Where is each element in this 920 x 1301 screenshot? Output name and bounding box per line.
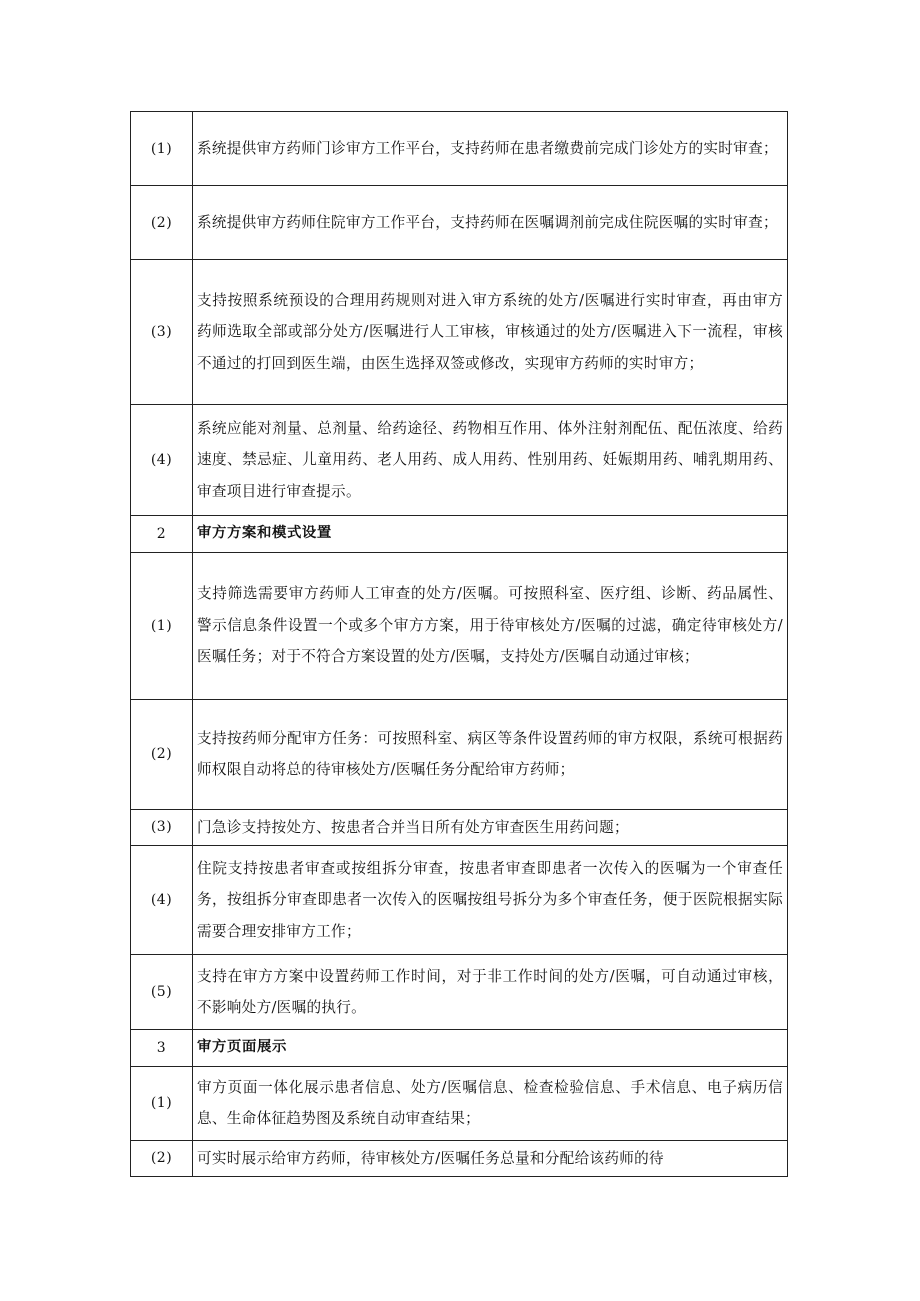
table-row (131, 809, 788, 846)
table-row (131, 260, 788, 405)
row-number: (2) (131, 186, 193, 260)
row-number: (1) (131, 552, 193, 699)
table-row (131, 552, 788, 699)
section-heading-row (131, 516, 788, 553)
row-number: (5) (131, 955, 193, 1030)
row-text: 支持按药师分配审方任务：可按照科室、病区等条件设置药师的审方权限，系统可根据药师权限自动将总的待审核处方/医嘱任务分配给审方药师； (193, 699, 788, 809)
row-number: (3) (131, 260, 193, 405)
table-row (131, 1066, 788, 1140)
row-number: (4) (131, 405, 193, 516)
section-heading-row (131, 1030, 788, 1067)
requirements-table (130, 111, 788, 1177)
row-text: 住院支持按患者审查或按组拆分审查，按患者审查即患者一次传入的医嘱为一个审查任务，按组拆分审查即患者一次传入的医嘱按组号拆分为多个审查任务，便于医院根据实际需要合理安排审方工作； (193, 846, 788, 955)
row-text: 支持按照系统预设的合理用药规则对进入审方系统的处方/医嘱进行实时审查，再由审方药师选取全部或部分处方/医嘱进行人工审核，审核通过的处方/医嘱进入下一流程，审核不通过的打回到医生端，由医生选择双签或修改，实现审方药师的实时审方； (193, 260, 788, 405)
row-text: 系统应能对剂量、总剂量、给药途径、药物相互作用、体外注射剂配伍、配伍浓度、给药速度、禁忌症、儿童用药、老人用药、成人用药、性别用药、妊娠期用药、哺乳期用药、审查项目进行审查提示。 (193, 405, 788, 516)
row-text: 可实时展示给审方药师，待审核处方/医嘱任务总量和分配给该药师的待 (193, 1140, 788, 1177)
row-number: (1) (131, 112, 193, 186)
row-text: 门急诊支持按处方、按患者合并当日所有处方审查医生用药问题； (193, 809, 788, 846)
row-text: 系统提供审方药师住院审方工作平台，支持药师在医嘱调剂前完成住院医嘱的实时审查； (193, 186, 788, 260)
table-row (131, 405, 788, 516)
section-title: 审方页面展示 (193, 1030, 788, 1067)
row-number: (2) (131, 699, 193, 809)
table-row (131, 699, 788, 809)
row-number: (3) (131, 809, 193, 846)
section-title: 审方方案和模式设置 (193, 516, 788, 553)
table-row (131, 112, 788, 186)
row-number: (2) (131, 1140, 193, 1177)
row-number: (1) (131, 1066, 193, 1140)
row-number: (4) (131, 846, 193, 955)
table-row (131, 955, 788, 1030)
row-text: 系统提供审方药师门诊审方工作平台，支持药师在患者缴费前完成门诊处方的实时审查； (193, 112, 788, 186)
section-number: 2 (131, 516, 193, 553)
table-row (131, 1140, 788, 1177)
table-row (131, 186, 788, 260)
row-text: 支持筛选需要审方药师人工审查的处方/医嘱。可按照科室、医疗组、诊断、药品属性、警示信息条件设置一个或多个审方方案，用于待审核处方/医嘱的过滤，确定待审核处方/医嘱任务；对于不符合方案设置的处方/医嘱，支持处方/医嘱自动通过审核； (193, 552, 788, 699)
row-text: 审方页面一体化展示患者信息、处方/医嘱信息、检查检验信息、手术信息、电子病历信息、生命体征趋势图及系统自动审查结果； (193, 1066, 788, 1140)
table-row (131, 846, 788, 955)
row-text: 支持在审方方案中设置药师工作时间，对于非工作时间的处方/医嘱，可自动通过审核，不影响处方/医嘱的执行。 (193, 955, 788, 1030)
section-number: 3 (131, 1030, 193, 1067)
